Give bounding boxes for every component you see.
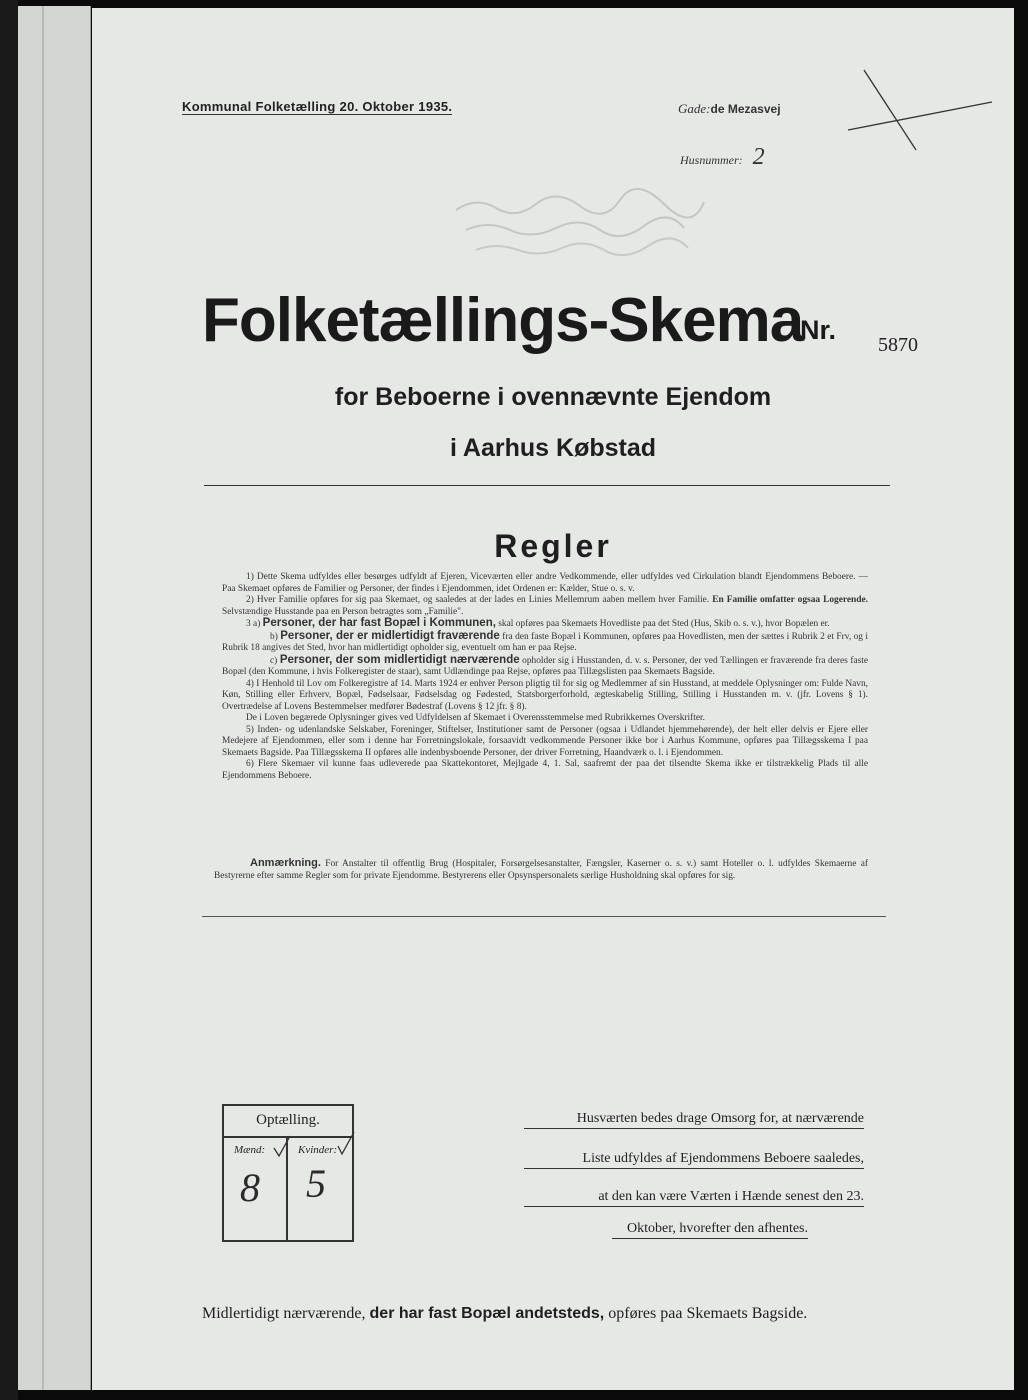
rule-1: 1) Dette Skema udfyldes eller besørges udfyldt af Ejeren, Viceværten eller andre Vedkommende, eller udfyldes ved Cirkulation blandt Ejendommens Beboere. — Paa Skemaet opføres de Familier og Personer, der findes i Ejendommen, idet Ordenen er: Kælder, Stue o. s. v. — [222, 572, 868, 594]
note-line-2: Liste udfyldes af Ejendommens Beboere saaledes, — [524, 1150, 864, 1169]
rule-3b — [222, 631, 868, 655]
remark-text: For Anstalter til offentlig Brug (Hospitaler, Forsørgelsesanstalter, Fængsler, Kaserner o. s. v.) samt Hoteller o. l. udfyldes Skemaerne af Bestyrerne efter samme Regler som for private Ejendomme. Bestyrerens eller Opsynspersonalets særlige Husholdning skal opføres for sig. — [214, 859, 869, 881]
rule-3a-text: skal opføres paa Skemaets Hovedliste paa det Sted (Hus, Skib o. s. v.), hvor Bopælen er. — [498, 619, 830, 629]
street-field — [678, 101, 781, 117]
men-check-mark — [272, 1134, 292, 1160]
form-number-value: 5870 — [878, 334, 918, 356]
rule-3b-text: fra den faste Bopæl i Kommunen, opføres paa Hovedlisten, men der sættes i Rubrik 2 et Frv, og i Rubrik 18 angives det Sted, hvor han midlertidigt opholder sig, eventuelt om han er paa Rejse. — [222, 631, 869, 653]
census-form-page — [92, 8, 1014, 1390]
rule-4: 4) I Henhold til Lov om Folkeregistre af 14. Marts 1924 er enhver Person pligtig til for sig og Medlemmer af sin Husstand, at meddele Oplysninger om: Fulde Navn, Køn, Stilling eller Erhverv, Bopæl, Fødselsaar, Fødselsdag og Fødested, Statsborgerforhold, ægteskabelig Stilling, Stilling i Husstanden m. v. (jfr. Lovens § 1). Overtrædelse af Lovens Bestemmelser medfører Bødestraf (Lovens § 12 jfr. § 8). — [222, 678, 868, 712]
rules-heading: Regler — [494, 528, 612, 564]
rule-3a-heading: Personer, der har fast Bopæl i Kommunen, — [262, 617, 496, 629]
remark-label: Anmærkning. — [250, 857, 321, 869]
divider-top — [204, 485, 890, 486]
rule-3b-heading: Personer, der er midlertidigt fraværende — [280, 629, 500, 642]
women-count: 5 — [306, 1161, 326, 1206]
women-label: Kvinder: — [298, 1144, 338, 1156]
remark-paragraph — [214, 858, 868, 882]
rule-2 — [222, 595, 868, 618]
binding-fold — [42, 6, 44, 1390]
women-check-mark — [336, 1130, 356, 1158]
street-value: de Mezasvej — [710, 102, 781, 116]
footer-part-1: Midlertidigt nærværende, — [202, 1305, 366, 1322]
faint-handwritten-notes — [452, 180, 722, 260]
note-line-1: Husværten bedes drage Omsorg for, at nærværende — [524, 1110, 864, 1129]
rule-3c — [222, 655, 868, 679]
divider-bottom — [202, 916, 886, 917]
footer-part-2: der har fast Bopæl andetsteds, — [369, 1305, 605, 1322]
rule-3c-text: opholder sig i Husstanden, d. v. s. Personer, der ved Tællingen er fraværende fra deres faste Bopæl (den Kommune, i hvis Folkeregister de staar), samt Udlændinge paa Rejse, opføres paa Tillægslisten paa Skemaets Bagside. — [222, 655, 869, 677]
footer-note — [202, 1305, 882, 1323]
note-line-3: at den kan være Værten i Hænde senest den 23. — [524, 1188, 864, 1207]
rule-2-text: 2) Hver Familie opføres for sig paa Skemaet, og saaledes at der lades en Linies Mellemrum aaben mellem hver Familie. — [246, 595, 710, 605]
rule-2-family: En Familie omfatter ogsaa Logerende. — [712, 595, 868, 605]
rule-3c-heading: Personer, der som midlertidigt nærværende — [279, 653, 520, 666]
rule-3b-num: b) — [270, 631, 278, 642]
subtitle-city: i Aarhus Købstad — [449, 434, 657, 462]
footer-part-3: opføres paa Skemaets Bagside. — [608, 1305, 808, 1322]
house-number-field — [680, 144, 765, 171]
census-label: Kommunal Folketælling 20. Oktober 1935. — [182, 99, 453, 114]
street-label: Gade: — [678, 101, 711, 116]
house-number-value: 2 — [752, 144, 765, 170]
house-number-label: Husnummer: — [680, 153, 743, 167]
note-line-4: Oktober, hvorefter den afhentes. — [612, 1220, 808, 1239]
rule-6: 6) Flere Skemaer vil kunne faas udleverede paa Skattekontoret, Mejlgade 4, 1. Sal, saafremt der paa det tilsendte Skema ikke er tilstrækkelig Plads til alle Ejendommens Beboere. — [222, 759, 868, 781]
form-number-label: Nr. — [800, 315, 837, 345]
count-box — [222, 1104, 354, 1242]
rule-3c-num: c) — [270, 655, 278, 666]
rule-3a-num: 3 a) — [246, 619, 261, 629]
subtitle-residents: for Beboerne i ovennævnte Ejendom — [334, 383, 772, 411]
scan-edge — [0, 0, 18, 1400]
binding-strip — [18, 6, 91, 1390]
rule-2-household: Selvstændige Husstande paa en Person betragtes som „Familie". — [222, 606, 464, 617]
handwritten-cross-mark — [846, 66, 996, 156]
count-box-title: Optælling. — [256, 1112, 320, 1128]
form-title: Folketællings-Skema — [202, 286, 804, 355]
men-count: 8 — [240, 1165, 260, 1210]
men-label: Mænd: — [234, 1144, 266, 1156]
rule-4b: De i Loven begærede Oplysninger gives ved Udfyldelsen af Skemaet i Overensstemmelse med Rubrikkernes Overskrifter. — [246, 713, 705, 723]
rule-5: 5) Inden- og udenlandske Selskaber, Foreninger, Stiftelser, Institutioner samt de Personer (ogsaa i Udlandet hjemmehørende), der helt eller delvis er Ejere eller Medejere af Ejendommen, eller som i denne har Forretningslokale, forsaavidt vedkommende Personer ikke bor i Aarhus Kommune, opføres paa Tillægsskema I paa Skemaets Bagside. Paa Tillægsskema II opføres alle indenbysboende Personer, der driver Forretning, Haandværk o. l. i Ejendommen. — [222, 724, 868, 758]
rules-text — [222, 572, 868, 782]
